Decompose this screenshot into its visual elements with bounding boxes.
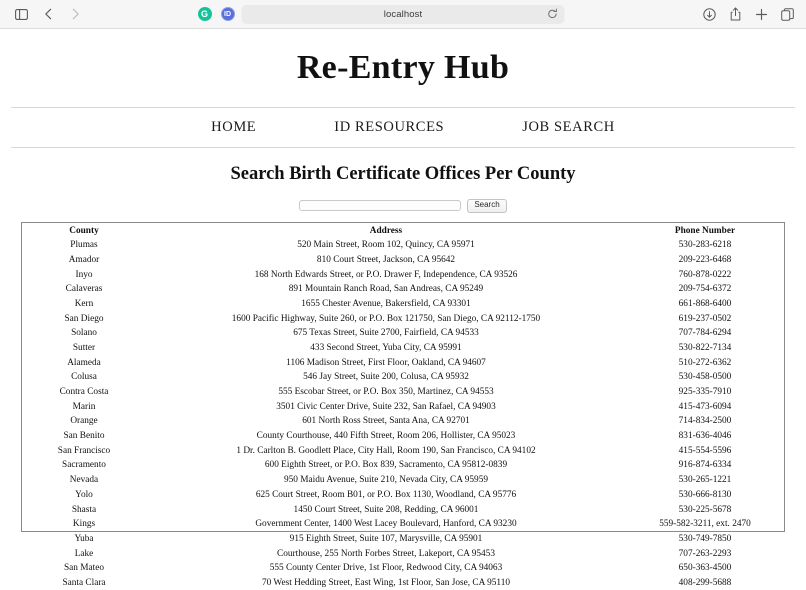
grammarly-extension-icon[interactable] <box>197 7 212 22</box>
cell-phone: 530-283-6218 <box>678 240 732 251</box>
cell-address: 555 Escobar Street, or P.O. Box 350, Martinez, CA 94553 <box>278 387 494 398</box>
cell-address: 1655 Chester Avenue, Bakersfield, CA 93301 <box>301 298 471 309</box>
table-row <box>22 414 784 429</box>
cell-county: Contra Costa <box>59 387 109 398</box>
cell-county: Lake <box>74 548 94 559</box>
page-title: Re-Entry Hub <box>296 49 510 86</box>
cell-county: Sacramento <box>62 460 106 471</box>
forward-icon[interactable] <box>63 4 87 24</box>
table-row <box>22 238 784 253</box>
cell-address: 168 North Edwards Street, or P.O. Drawer F, Independence, CA 93526 <box>254 269 518 280</box>
browser-nav-controls <box>9 4 87 24</box>
cell-address: 546 Jay Street, Suite 200, Colusa, CA 95932 <box>303 372 469 383</box>
cell-county: Shasta <box>71 504 97 515</box>
cell-county: Plumas <box>70 240 98 251</box>
cell-address: 625 Court Street, Room B01, or P.O. Box 1130, Woodland, CA 95776 <box>255 489 517 500</box>
offices-table <box>22 223 784 590</box>
cell-phone: 707-263-2293 <box>678 548 732 559</box>
share-icon[interactable] <box>726 4 745 24</box>
cell-county: Colusa <box>71 372 97 383</box>
main-navigation <box>11 107 795 148</box>
cell-phone: 209-223-6468 <box>678 254 732 265</box>
cell-phone: 831-636-4046 <box>678 431 732 442</box>
cell-phone: 408-299-5688 <box>678 577 732 588</box>
table-row <box>22 458 784 473</box>
column-header-county: County <box>69 225 99 236</box>
cell-phone: 925-335-7910 <box>678 387 732 398</box>
section-heading: Search Birth Certificate Offices Per County <box>230 164 576 184</box>
address-bar[interactable] <box>242 5 565 24</box>
cell-address: Courthouse, 255 North Forbes Street, Lakeport, CA 95453 <box>277 548 495 559</box>
table-row <box>22 487 784 502</box>
downloads-icon[interactable] <box>700 4 719 24</box>
cell-address: 600 Eighth Street, or P.O. Box 839, Sacramento, CA 95812-0839 <box>264 460 508 471</box>
nav-item-id-resources[interactable]: ID RESOURCES <box>334 119 445 135</box>
table-row <box>22 355 784 370</box>
cell-county: Solano <box>71 328 97 339</box>
table-header-row <box>22 223 784 238</box>
new-tab-icon[interactable] <box>752 4 771 24</box>
cell-county: Alameda <box>67 357 101 368</box>
table-row <box>22 532 784 547</box>
cell-county: Kern <box>74 298 94 309</box>
offices-table-body <box>22 238 784 590</box>
table-row <box>22 561 784 576</box>
cell-phone: 661-868-6400 <box>678 298 732 309</box>
cell-address: County Courthouse, 440 Fifth Street, Room 206, Hollister, CA 95023 <box>256 431 516 442</box>
cell-address: 555 County Center Drive, 1st Floor, Redwood City, CA 94063 <box>269 563 503 574</box>
cell-address: 675 Texas Street, Suite 2700, Fairfield, CA 94533 <box>293 328 479 339</box>
grammarly-glyph: G <box>198 7 212 21</box>
table-row <box>22 473 784 488</box>
table-row <box>22 370 784 385</box>
nav-item-job-search[interactable]: JOB SEARCH <box>522 119 615 135</box>
table-row <box>22 252 784 267</box>
cell-county: Yuba <box>74 533 94 544</box>
cell-county: Orange <box>70 416 98 427</box>
cell-county: San Francisco <box>57 445 111 456</box>
cell-county: Yolo <box>75 489 93 500</box>
cell-address: Government Center, 1400 West Lacey Boulevard, Hanford, CA 93230 <box>255 519 517 530</box>
cell-address: 810 Court Street, Jackson, CA 95642 <box>316 254 456 265</box>
cell-county: San Diego <box>64 313 104 324</box>
cell-county: Sutter <box>72 342 96 353</box>
nav-item-home[interactable]: HOME <box>211 119 257 135</box>
table-row <box>22 282 784 297</box>
identity-glyph: ID <box>221 7 235 21</box>
table-row <box>22 399 784 414</box>
search-input[interactable] <box>299 200 461 211</box>
cell-phone: 530-666-8130 <box>678 489 732 500</box>
cell-address: 3501 Civic Center Drive, Suite 232, San Rafael, CA 94903 <box>276 401 496 412</box>
cell-county: San Mateo <box>63 563 105 574</box>
cell-county: Santa Clara <box>62 577 106 588</box>
table-row <box>22 429 784 444</box>
browser-actions <box>700 4 797 24</box>
back-icon[interactable] <box>36 4 60 24</box>
table-row <box>22 502 784 517</box>
cell-phone: 530-225-5678 <box>678 504 732 515</box>
cell-phone: 650-363-4500 <box>678 563 732 574</box>
search-button[interactable]: Search <box>467 199 506 213</box>
offices-table-container <box>21 222 785 588</box>
table-row <box>22 311 784 326</box>
cell-phone: 714-834-2500 <box>678 416 732 427</box>
table-row <box>22 267 784 282</box>
table-row <box>22 546 784 561</box>
cell-address: 1 Dr. Carlton B. Goodlett Place, City Hall, Room 190, San Francisco, CA 94102 <box>236 445 536 456</box>
cell-address: 70 West Hedding Street, East Wing, 1st Floor, San Jose, CA 95110 <box>261 577 511 588</box>
cell-county: Inyo <box>75 269 93 280</box>
cell-county: San Benito <box>63 431 105 442</box>
cell-phone: 530-458-0500 <box>678 372 732 383</box>
sidebar-toggle-icon[interactable] <box>9 4 33 24</box>
cell-county: Nevada <box>69 475 99 486</box>
table-row <box>22 341 784 356</box>
cell-phone: 559-582-3211, ext. 2470 <box>659 519 751 530</box>
cell-county: Amador <box>68 254 100 265</box>
search-form <box>0 199 806 213</box>
cell-address: 601 North Ross Street, Santa Ana, CA 92701 <box>302 416 470 427</box>
column-header-phone: Phone Number <box>674 225 736 236</box>
cell-phone: 707-784-6294 <box>678 328 732 339</box>
cell-address: 950 Maidu Avenue, Suite 210, Nevada City, CA 95959 <box>284 475 488 486</box>
cell-phone: 530-265-1221 <box>678 475 732 486</box>
cell-phone: 916-874-6334 <box>678 460 732 471</box>
page-content <box>0 49 806 588</box>
cell-phone: 415-554-5596 <box>678 445 732 456</box>
cell-county: Marin <box>72 401 96 412</box>
cell-phone: 530-749-7850 <box>678 533 732 544</box>
cell-county: Calaveras <box>65 284 103 295</box>
cell-address: 1106 Madison Street, First Floor, Oakland, CA 94607 <box>286 357 486 368</box>
tab-overview-icon[interactable] <box>778 4 797 24</box>
cell-phone: 415-473-6094 <box>678 401 732 412</box>
url-text: localhost <box>383 8 423 20</box>
cell-phone: 530-822-7134 <box>678 342 732 353</box>
table-row <box>22 443 784 458</box>
cell-address: 1450 Court Street, Suite 208, Redding, CA 96001 <box>293 504 479 515</box>
table-row <box>22 297 784 312</box>
cell-address: 433 Second Street, Yuba City, CA 95991 <box>310 342 462 353</box>
identity-extension-icon[interactable] <box>220 7 235 22</box>
browser-toolbar <box>0 0 806 29</box>
cell-phone: 619-237-0502 <box>678 313 732 324</box>
column-header-address: Address <box>369 225 403 236</box>
reload-icon[interactable] <box>548 9 558 20</box>
table-row <box>22 326 784 341</box>
cell-address: 891 Mountain Ranch Road, San Andreas, CA 95249 <box>288 284 484 295</box>
cell-phone: 760-878-0222 <box>678 269 732 280</box>
cell-phone: 209-754-6372 <box>678 284 732 295</box>
table-row <box>22 517 784 532</box>
cell-address: 520 Main Street, Room 102, Quincy, CA 95971 <box>297 240 475 251</box>
table-row <box>22 385 784 400</box>
table-row <box>22 576 784 590</box>
cell-address: 915 Eighth Street, Suite 107, Marysville, CA 95901 <box>289 533 483 544</box>
cell-county: Kings <box>72 519 96 530</box>
cell-address: 1600 Pacific Highway, Suite 260, or P.O. Box 121750, San Diego, CA 92112-1750 <box>231 313 541 324</box>
cell-phone: 510-272-6362 <box>678 357 732 368</box>
